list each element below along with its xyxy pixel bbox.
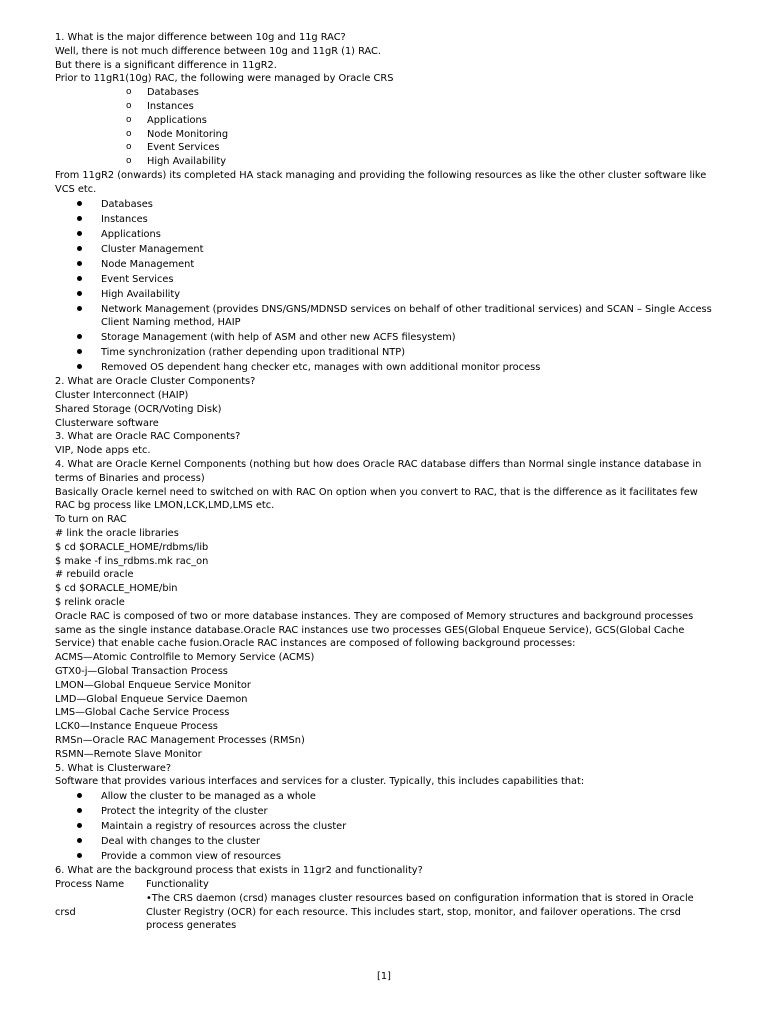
- paragraph: Prior to 11gR1(10g) RAC, the following were managed by Oracle CRS: [55, 73, 394, 85]
- process-line: LMD—Global Enqueue Service Daemon: [55, 693, 248, 705]
- list-item: High Availability: [55, 288, 720, 302]
- question-1-heading: 1. What is the major difference between 10g and 11g RAC?: [55, 32, 346, 43]
- text-line: To turn on RAC: [55, 514, 127, 526]
- circle-bullet-icon: o: [126, 156, 132, 167]
- functionality-cell: •The CRS daemon (crsd) manages cluster resources based on configuration information that is stored in Oracle Cluster Registry (OCR) for each resource. This includes start, stop, monitor, and failover operations. The crsd process generates: [146, 892, 694, 932]
- list-item: Applications: [55, 228, 720, 242]
- process-line: LCK0—Instance Enqueue Process: [55, 721, 218, 733]
- bullet-icon: [77, 349, 82, 354]
- list-item: Time synchronization (rather depending upon traditional NTP): [55, 346, 720, 360]
- list-item: Allow the cluster to be managed as a whole: [55, 790, 720, 804]
- bullet-icon: [77, 276, 82, 281]
- circle-bullet-icon: o: [126, 128, 132, 139]
- question-2-heading: 2. What are Oracle Cluster Components?: [55, 376, 256, 388]
- question-5-heading: 5. What is Clusterware?: [55, 762, 172, 774]
- list-item: Cluster Management: [55, 243, 720, 257]
- list-item: o Applications: [126, 114, 207, 126]
- column-header-functionality: Functionality: [146, 878, 209, 890]
- list-item: Event Services: [55, 273, 720, 287]
- document-body: [55, 31, 720, 933]
- paragraph: Oracle RAC is composed of two or more database instances. They are composed of Memory structures and background processes same as the single instance database.Oracle RAC instances use two processes GES(Global Enqueue Service), GCS(Global Cache Service) that enable cache fusion.Oracle RAC instances are composed of following background processes:: [55, 610, 694, 650]
- code-line: # link the oracle libraries: [55, 527, 179, 539]
- circle-bullet-icon: o: [126, 142, 132, 153]
- text-line: VIP, Node apps etc.: [55, 445, 151, 457]
- list-item: o High Availability: [126, 156, 227, 168]
- process-line: ACMS—Atomic Controlfile to Memory Service (ACMS): [55, 652, 315, 664]
- code-line: # rebuild oracle: [55, 569, 134, 581]
- list-item: Maintain a registry of resources across the cluster: [55, 820, 720, 834]
- code-line: $ cd $ORACLE_HOME/bin: [55, 583, 178, 595]
- list-item: Instances: [55, 213, 720, 227]
- circle-bullet-icon: o: [126, 100, 132, 111]
- list-item: Network Management (provides DNS/GNS/MDNSD services on behalf of other traditional services) and SCAN – Single Access Client Naming method, HAIP: [55, 303, 720, 331]
- bullet-icon: [77, 246, 82, 251]
- table-row: [55, 892, 720, 933]
- code-line: $ make -f ins_rdbms.mk rac_on: [55, 555, 209, 567]
- capabilities-list: [55, 790, 720, 864]
- process-line: LMON—Global Enqueue Service Monitor: [55, 679, 251, 691]
- paragraph: Basically Oracle kernel need to switched on with RAC On option when you convert to RAC, that is the difference as it facilitates few RAC bg process like LMON,LCK,LMD,LMS etc.: [55, 486, 698, 512]
- bullet-icon: [77, 306, 82, 311]
- code-line: $ cd $ORACLE_HOME/rdbms/lib: [55, 541, 209, 553]
- list-item: Deal with changes to the cluster: [55, 835, 720, 849]
- process-line: GTX0-j—Global Transaction Process: [55, 665, 228, 677]
- question-4-heading: 4. What are Oracle Kernel Components (nothing but how does Oracle RAC database differs than Normal single instance database in terms of Binaries and process): [55, 458, 702, 484]
- paragraph: Well, there is not much difference between 10g and 11gR (1) RAC.: [55, 45, 382, 57]
- list-item: Node Management: [55, 258, 720, 272]
- list-item: o Databases: [126, 87, 199, 99]
- bullet-icon: [77, 334, 82, 339]
- column-header-process-name: Process Name: [55, 878, 125, 890]
- bullet-icon: [77, 261, 82, 266]
- bullet-icon: [77, 838, 82, 843]
- question-3-heading: 3. What are Oracle RAC Components?: [55, 431, 241, 443]
- list-item: o Node Monitoring: [126, 128, 229, 140]
- bullet-icon: [77, 364, 82, 369]
- process-line: LMS—Global Cache Service Process: [55, 707, 230, 719]
- bullet-icon: [77, 823, 82, 828]
- text-line: Clusterware software: [55, 417, 159, 429]
- text-line: Cluster Interconnect (HAIP): [55, 389, 189, 401]
- list-item: o Event Services: [126, 142, 220, 154]
- circle-bullet-icon: o: [126, 87, 132, 98]
- list-item: Databases: [55, 198, 720, 212]
- page-number: [1]: [377, 971, 391, 982]
- list-item: Provide a common view of resources: [55, 850, 720, 864]
- code-line: $ relink oracle: [55, 596, 125, 608]
- list-item: o Instances: [126, 100, 194, 112]
- text-line: Shared Storage (OCR/Voting Disk): [55, 403, 222, 415]
- ha-resources-list: [55, 198, 720, 375]
- process-name-cell: crsd: [55, 906, 76, 918]
- question-6-heading: 6. What are the background process that exists in 11gr2 and functionality?: [55, 865, 423, 877]
- list-item: Storage Management (with help of ASM and other new ACFS filesystem): [55, 331, 720, 345]
- bullet-icon: [77, 231, 82, 236]
- bullet-icon: [77, 808, 82, 813]
- crs-managed-list: [55, 86, 720, 169]
- bullet-icon: [77, 853, 82, 858]
- bullet-icon: [77, 291, 82, 296]
- bullet-icon: [77, 216, 82, 221]
- paragraph: From 11gR2 (onwards) its completed HA stack managing and providing the following resources as like the other cluster software like VCS etc.: [55, 169, 707, 195]
- list-item: Removed OS dependent hang checker etc, manages with own additional monitor process: [55, 361, 720, 375]
- process-line: RSMN—Remote Slave Monitor: [55, 748, 202, 760]
- process-line: RMSn—Oracle RAC Management Processes (RMSn): [55, 734, 305, 746]
- process-table-header: [55, 878, 720, 892]
- circle-bullet-icon: o: [126, 114, 132, 125]
- paragraph: But there is a significant difference in 11gR2.: [55, 59, 277, 71]
- paragraph: Software that provides various interfaces and services for a cluster. Typically, this includes capabilities that:: [55, 776, 585, 788]
- bullet-icon: [77, 201, 82, 206]
- bullet-icon: [77, 793, 82, 798]
- list-item: Protect the integrity of the cluster: [55, 805, 720, 819]
